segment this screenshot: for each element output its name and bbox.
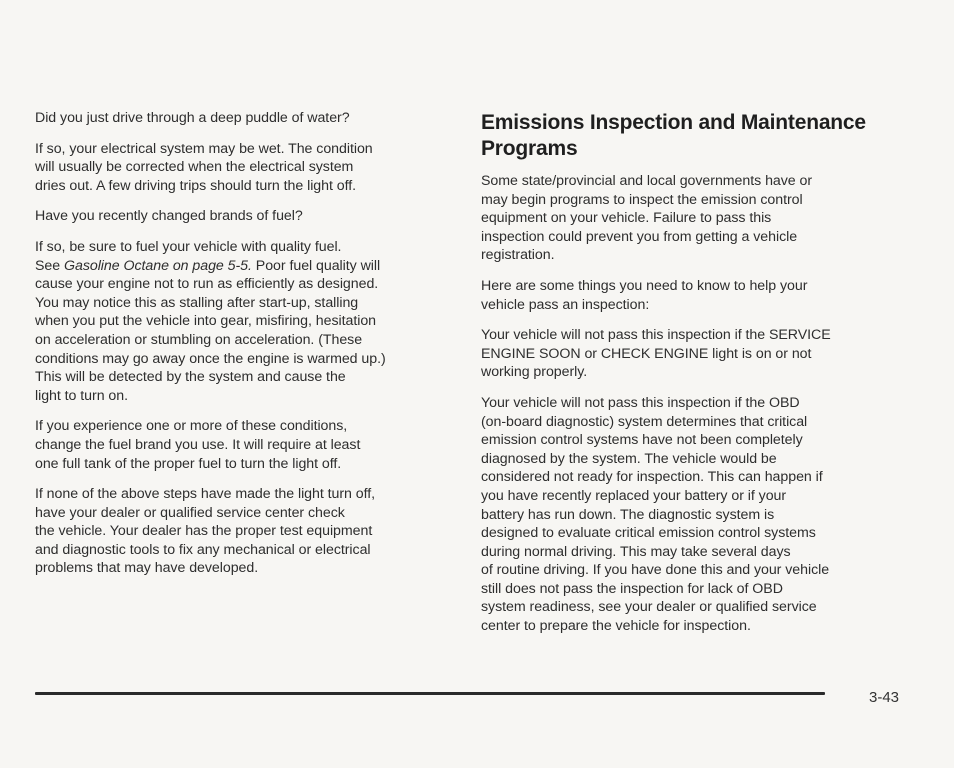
text-line: Your vehicle will not pass this inspection if the SERVICE: [481, 327, 831, 344]
text-line: light to turn on.: [35, 387, 129, 404]
text-line: This will be detected by the system and cause the: [35, 369, 346, 386]
paragraph-change-fuel-brand: [35, 417, 460, 473]
text-fragment: Poor fuel quality will: [251, 257, 381, 274]
text-line: ENGINE SOON or CHECK ENGINE light is on or not: [481, 345, 812, 362]
text-line: still does not pass the inspection for lack of OBD: [481, 580, 783, 597]
text-line: vehicle pass an inspection:: [481, 296, 650, 313]
footer-divider: [35, 692, 825, 695]
text-line: working properly.: [481, 364, 588, 381]
text-line: Here are some things you need to know to help your: [481, 277, 808, 294]
text-line: during normal driving. This may take several days: [481, 543, 791, 560]
cross-reference-link[interactable]: Gasoline Octane on page 5-5.: [64, 257, 252, 274]
text-line: equipment on your vehicle. Failure to pass this: [481, 210, 772, 227]
text-fragment: See: [35, 257, 64, 274]
text-line: If you experience one or more of these conditions,: [35, 418, 348, 435]
text-line: may begin programs to inspect the emission control: [481, 191, 803, 208]
heading-line: Emissions Inspection and Maintenance: [481, 111, 866, 134]
text-line: conditions may go away once the engine is warmed up.): [35, 350, 386, 367]
paragraph-quality-fuel: [35, 238, 460, 405]
text-line: If so, be sure to fuel your vehicle with quality fuel.: [35, 238, 342, 255]
text-line: Have you recently changed brands of fuel?: [35, 208, 303, 225]
text-line: If none of the above steps have made the light turn off,: [35, 486, 376, 503]
paragraph-government-programs: [481, 172, 911, 265]
text-line: designed to evaluate critical emission control systems: [481, 525, 816, 542]
paragraph-things-to-know: [481, 277, 911, 314]
text-line: you have recently replaced your battery or if your: [481, 487, 787, 504]
right-column: [481, 110, 911, 648]
text-line: If so, your electrical system may be wet. The condition: [35, 140, 373, 157]
text-line: Did you just drive through a deep puddle of water?: [35, 110, 350, 126]
text-line: and diagnostic tools to fix any mechanical or electrical: [35, 541, 371, 558]
text-line: dries out. A few driving trips should turn the light off.: [35, 177, 357, 194]
text-line: diagnosed by the system. The vehicle would be: [481, 450, 777, 467]
text-line: problems that may have developed.: [35, 560, 259, 577]
paragraph-see-dealer: [35, 485, 460, 578]
text-line: inspection could prevent you from getting a vehicle: [481, 228, 798, 245]
paragraph-service-engine-light: [481, 326, 911, 382]
text-line: system readiness, see your dealer or qualified service: [481, 599, 817, 616]
text-line: change the fuel brand you use. It will require at least: [35, 436, 361, 453]
text-line: have your dealer or qualified service center check: [35, 504, 345, 521]
text-line: when you put the vehicle into gear, misfiring, hesitation: [35, 313, 377, 330]
text-line: Some state/provincial and local governments have or: [481, 173, 813, 189]
text-line: of routine driving. If you have done this and your vehicle: [481, 562, 830, 579]
section-heading: [481, 110, 911, 162]
text-line: registration.: [481, 247, 555, 264]
heading-line: Programs: [481, 137, 578, 160]
text-line: the vehicle. Your dealer has the proper test equipment: [35, 523, 373, 540]
page-number: 3-43: [869, 689, 900, 706]
paragraph-fuel-brand-question: [35, 207, 460, 226]
text-line: considered not ready for inspection. This can happen if: [481, 469, 823, 486]
left-column: [35, 109, 460, 590]
text-line: on acceleration or stumbling on acceleration. (These: [35, 331, 363, 348]
text-line: center to prepare the vehicle for inspection.: [481, 618, 751, 635]
text-line: battery has run down. The diagnostic system is: [481, 506, 775, 523]
text-line: one full tank of the proper fuel to turn the light off.: [35, 455, 342, 472]
text-line: Your vehicle will not pass this inspection if the OBD: [481, 394, 800, 411]
text-line: will usually be corrected when the electrical system: [35, 159, 354, 176]
text-line-with-reference: [35, 257, 460, 276]
paragraph-electrical-wet: [35, 140, 460, 196]
paragraph-puddle-question: [35, 109, 460, 128]
text-line: emission control systems have not been completely: [481, 432, 803, 449]
text-line: You may notice this as stalling after start-up, stalling: [35, 294, 359, 311]
text-line: cause your engine not to run as efficiently as designed.: [35, 276, 379, 293]
text-line: (on-board diagnostic) system determines that critical: [481, 413, 808, 430]
paragraph-obd-readiness: [481, 394, 911, 636]
